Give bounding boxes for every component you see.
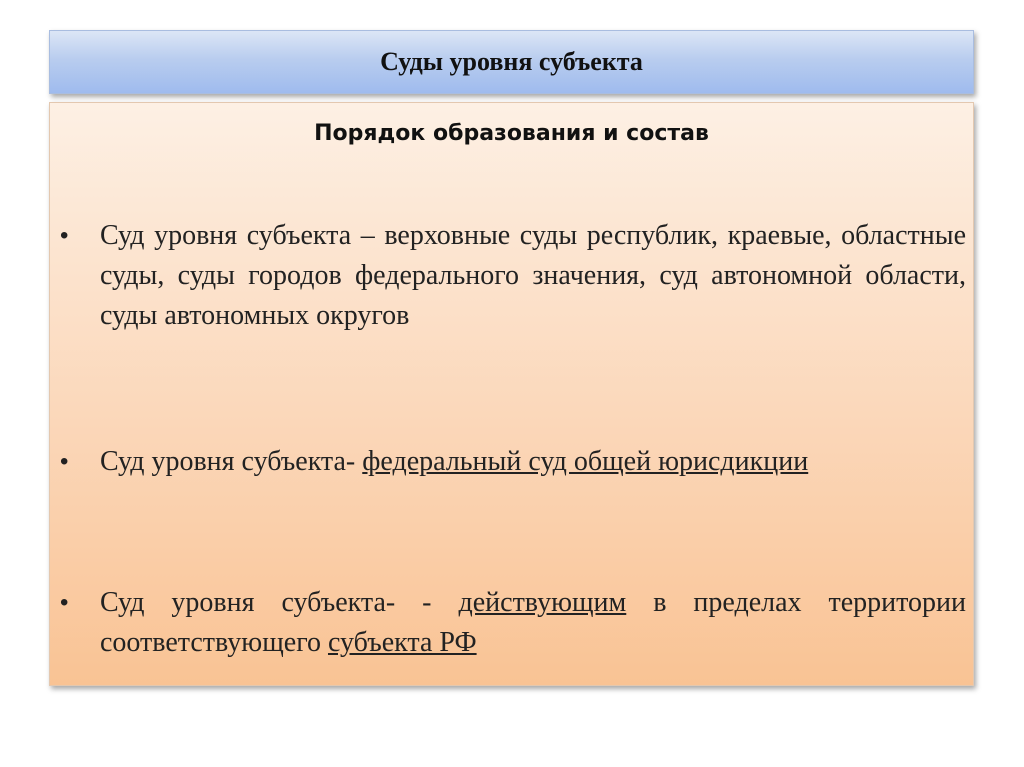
bullet-icon: • — [60, 222, 69, 249]
bullet-text: Суд уровня субъекта- - — [100, 587, 459, 618]
bullet-item-2 — [60, 442, 966, 482]
bullet-underlined-text-2: субъекта РФ — [327, 627, 477, 658]
bullet-item-3 — [60, 583, 967, 663]
bullet-underlined-text: действующим — [458, 587, 627, 618]
slide-content-box — [49, 102, 974, 686]
bullet-text: Суд уровня субъекта- — [100, 446, 363, 477]
bullet-icon: • — [60, 589, 69, 616]
bullet-text: Суд уровня субъекта – верховные суды республик, краевые, областные суды, суды городов федерального значения, суд автономной области, суды автономных округов — [100, 220, 966, 331]
slide-title: Суды уровня субъекта — [380, 47, 643, 76]
slide-title-box — [49, 30, 974, 94]
slide-subtitle: Порядок образования и состав — [314, 121, 709, 146]
bullet-icon: • — [60, 448, 69, 475]
bullet-item-1 — [60, 216, 966, 336]
bullet-underlined-text: федеральный суд общей юрисдикции — [362, 446, 809, 477]
bullet-text-middle: в пределах территории соответствующего — [100, 587, 967, 658]
